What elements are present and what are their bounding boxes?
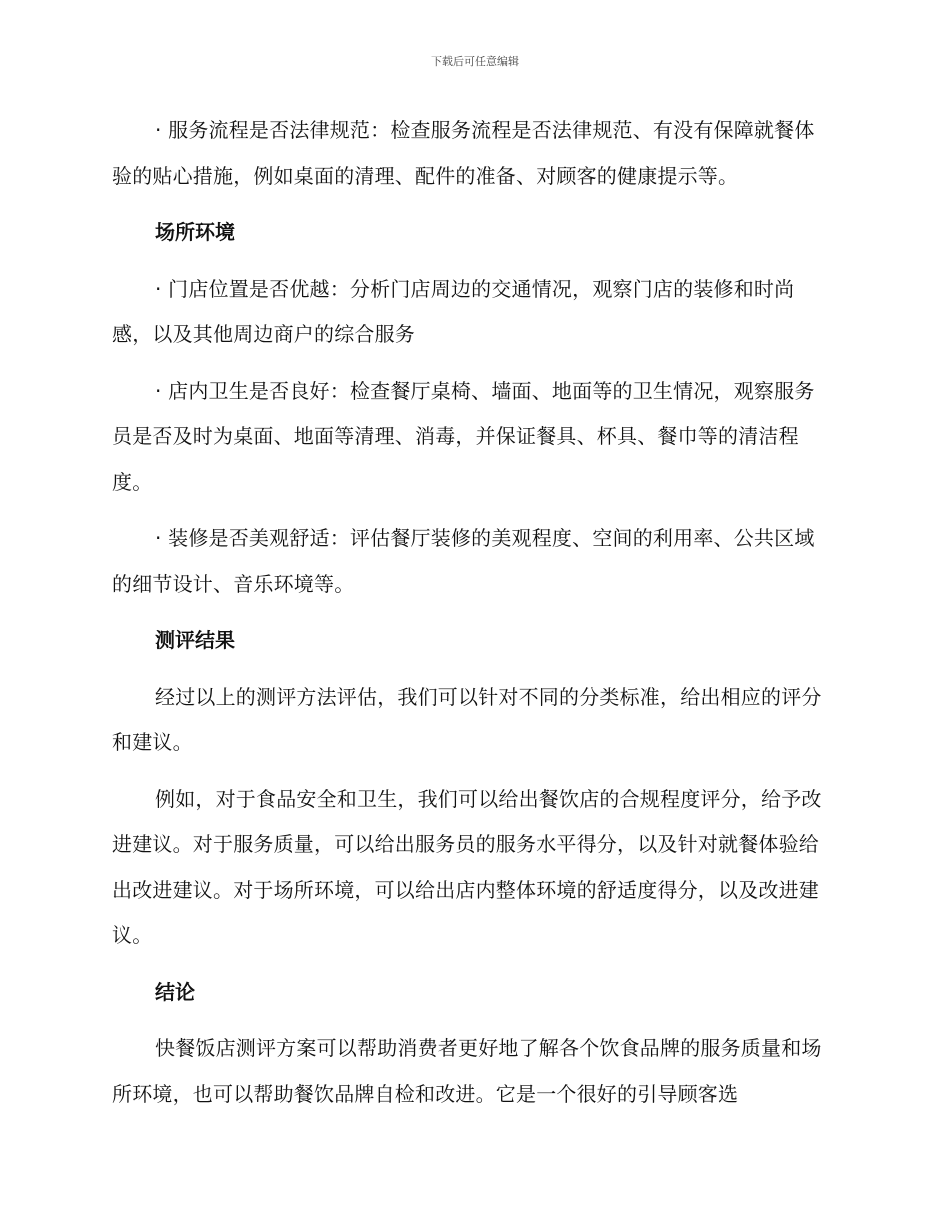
section-heading-conclusion: 结论 [155,979,195,1004]
paragraph-conclusion: 快餐饭店测评方案可以帮助消费者更好地了解各个饮食品牌的服务质量和场所环境，也可以帮助餐饮品牌自检和改进。它是一个很好的引导顾客选 [112,1036,822,1106]
document-body [112,108,830,1128]
header-note: 下载后可任意编辑 [431,55,519,68]
paragraph-store-hygiene: · 店内卫生是否良好：检查餐厅桌椅、墙面、地面等的卫生情况，观察服务员是否及时为桌面、地面等清理、消毒，并保证餐具、杯具、餐巾等的清洁程度。 [112,378,815,494]
paragraph-decoration: · 装修是否美观舒适：评估餐厅装修的美观程度、空间的利用率、公共区域的细节设计、音乐环境等。 [112,526,815,596]
paragraph-service-process: · 服务流程是否法律规范：检查服务流程是否法律规范、有没有保障就餐体验的贴心措施，例如桌面的清理、配件的准备、对顾客的健康提示等。 [112,118,815,188]
section-heading-venue-environment: 场所环境 [155,220,235,244]
paragraph-results-intro: 经过以上的测评方法评估，我们可以针对不同的分类标准，给出相应的评分和建议。 [112,684,822,754]
paragraph-store-location: · 门店位置是否优越：分析门店周边的交通情况，观察门店的装修和时尚感，以及其他周边商户的综合服务 [112,276,795,346]
section-heading-evaluation-results: 测评结果 [155,628,235,652]
paragraph-results-examples: 例如，对于食品安全和卫生，我们可以给出餐饮店的合规程度评分，给予改进建议。对于服务质量，可以给出服务员的服务水平得分，以及针对就餐体验给出改进建议。对于场所环境，可以给出店内整体环境的舒适度得分，以及改进建议。 [112,786,822,947]
